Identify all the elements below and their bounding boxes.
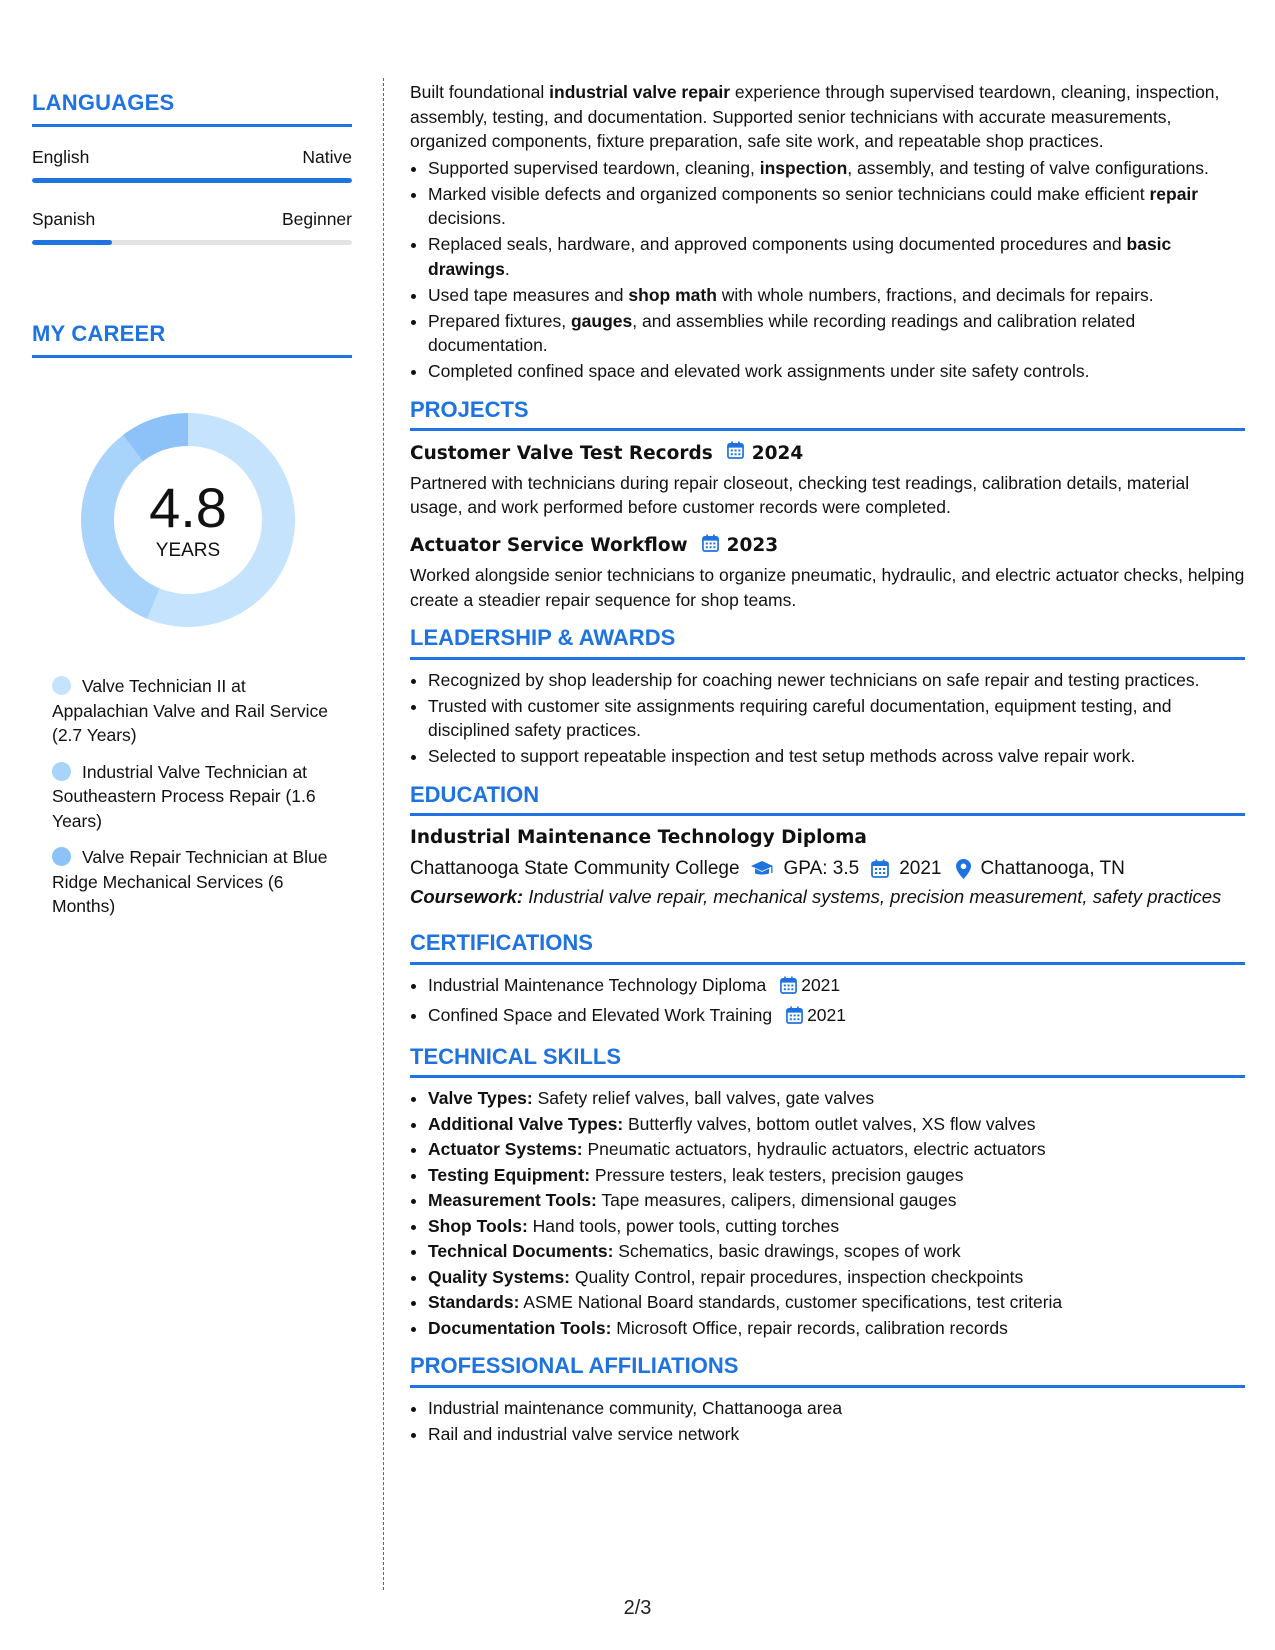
skill-item — [428, 1316, 1245, 1341]
column-divider — [383, 78, 384, 1590]
career-legend-dot — [52, 676, 71, 695]
career-item — [52, 845, 332, 919]
skill-label: Shop Tools: — [428, 1215, 528, 1236]
certification-name: Industrial Maintenance Technology Diploma — [428, 974, 767, 995]
language-item — [32, 209, 352, 245]
skill-label: Technical Documents: — [428, 1241, 614, 1261]
text-run: , and assemblies while recording readings and calibration related documentation. — [428, 310, 1136, 355]
language-proficiency-bar — [32, 240, 352, 245]
text-run: Used tape measures and — [428, 284, 629, 305]
education-heading: EDUCATION — [410, 783, 1245, 817]
page-number: 2/3 — [623, 1597, 652, 1619]
certification-year: 2021 — [801, 974, 841, 995]
skill-label: Actuator Systems: — [428, 1139, 583, 1159]
project-title: Customer Valve Test Records — [410, 442, 713, 464]
skill-item — [428, 1290, 1245, 1315]
career-total-value: 4.8 — [149, 476, 227, 539]
text-run: Completed confined space and elevated work assignments under site safety controls. — [428, 361, 1090, 381]
affiliations-heading: PROFESSIONAL AFFILIATIONS — [410, 1354, 1245, 1388]
career-donut-chart — [68, 400, 308, 640]
certification-year: 2021 — [807, 1005, 846, 1025]
skill-label: Additional Valve Types: — [428, 1113, 624, 1134]
skill-value: Hand tools, power tools, cutting torches — [527, 1215, 840, 1236]
education-location: Chattanooga, TN — [980, 857, 1125, 879]
education-gpa: GPA: 3.5 — [783, 857, 860, 879]
language-proficiency-fill — [32, 240, 112, 245]
bold-keyword: industrial valve repair — [549, 82, 731, 102]
map-pin-icon — [956, 859, 971, 879]
skill-value: Pressure testers, leak testers, precision gauges — [590, 1164, 964, 1185]
career-total-unit: YEARS — [155, 540, 221, 561]
project-year: 2023 — [726, 535, 779, 556]
languages-list — [32, 147, 352, 245]
education-year: 2021 — [899, 857, 942, 879]
text-run: Supported supervised teardown, cleaning, — [428, 157, 760, 178]
certification-name: Confined Space and Elevated Work Training — [428, 1005, 773, 1025]
skill-item — [428, 1112, 1245, 1137]
skill-value: Schematics, basic drawings, scopes of work — [613, 1241, 961, 1261]
language-level: Native — [302, 147, 352, 167]
project-title-row — [410, 534, 1245, 560]
leadership-item: • Recognized by shop leadership for coaching newer technicians on safe repair and testing practices. — [428, 668, 1245, 693]
language-row — [32, 209, 352, 230]
education-degree: Industrial Maintenance Technology Diploma — [410, 827, 867, 848]
affiliation-item: • Rail and industrial valve service network — [428, 1422, 1245, 1447]
skill-label: Valve Types: — [428, 1088, 533, 1108]
career-item — [52, 674, 332, 748]
graduation-cap-icon — [750, 860, 774, 878]
education-section — [410, 783, 1245, 910]
certification-item — [428, 1003, 1245, 1031]
certifications-heading: CERTIFICATIONS — [410, 931, 1245, 965]
language-name: English — [32, 147, 90, 167]
education-coursework — [410, 885, 1245, 909]
career-list — [52, 674, 332, 919]
skills-section — [410, 1045, 1245, 1341]
calendar-icon — [727, 441, 744, 467]
leadership-section — [410, 626, 1245, 769]
text-run: decisions. — [428, 208, 506, 228]
experience-bullets — [410, 156, 1245, 384]
skills-list — [410, 1086, 1245, 1340]
skill-item — [428, 1137, 1245, 1162]
calendar-icon — [871, 859, 889, 878]
career-item — [52, 760, 332, 834]
experience-bullet — [428, 283, 1245, 308]
skill-value: Tape measures, calipers, dimensional gauges — [596, 1190, 957, 1210]
experience-bullet — [428, 232, 1245, 281]
project-description: Partnered with technicians during repair closeout, checking test readings, calibration details, material usage, and work performed before customer records were completed. — [410, 472, 1190, 517]
language-level: Beginner — [281, 209, 352, 229]
experience-bullet — [428, 156, 1245, 181]
language-item — [32, 147, 352, 183]
skill-value: Safety relief valves, ball valves, gate valves — [532, 1088, 875, 1108]
language-row — [32, 147, 352, 168]
project-year: 2024 — [751, 442, 804, 464]
skill-item — [428, 1239, 1245, 1264]
calendar-icon — [786, 1006, 803, 1031]
leadership-item: • Trusted with customer site assignments requiring careful documentation, equipment testing, and disciplined safety practices. — [428, 694, 1245, 743]
language-proficiency-bar — [32, 178, 352, 183]
career-item-text: Valve Technician II at Appalachian Valve and Rail Service (2.7 Years) — [52, 676, 328, 745]
text-run: Built foundational — [410, 82, 550, 102]
projects-list — [410, 441, 1245, 612]
skill-item — [428, 1086, 1245, 1111]
skill-label: Quality Systems: — [428, 1266, 570, 1287]
affiliations-list — [410, 1396, 1245, 1447]
project-description: Worked alongside senior technicians to organize pneumatic, hydraulic, and electric actuator checks, helping create a steadier repair sequence for shop teams. — [410, 565, 1245, 610]
text-run: with whole numbers, fractions, and decimals for repairs. — [716, 284, 1154, 305]
skill-item — [428, 1214, 1245, 1239]
leadership-item: • Selected to support repeatable inspection and test setup methods across valve repair work. — [428, 744, 1245, 769]
career-item-text: Industrial Valve Technician at Southeastern Process Repair (1.6 Years) — [52, 761, 316, 831]
affiliations-section — [410, 1354, 1245, 1446]
skill-item — [428, 1265, 1245, 1290]
leadership-list — [410, 668, 1245, 769]
certifications-list — [410, 973, 1245, 1031]
skill-label: Documentation Tools: — [428, 1317, 612, 1338]
experience-summary — [410, 80, 1245, 154]
text-run: Marked visible defects and organized components so senior technicians could make efficient — [428, 183, 1150, 204]
bold-keyword: gauges — [570, 310, 633, 331]
skill-value: Butterfly valves, bottom outlet valves, XS flow valves — [623, 1113, 1036, 1134]
affiliation-item: • Industrial maintenance community, Chattanooga area — [428, 1396, 1245, 1421]
skill-value: ASME National Board standards, customer specifications, test criteria — [519, 1292, 1063, 1312]
career-heading: MY CAREER — [32, 321, 352, 358]
calendar-icon — [702, 534, 719, 560]
skill-label: Measurement Tools: — [428, 1190, 597, 1210]
career-legend-dot — [52, 762, 71, 781]
bold-keyword: repair — [1149, 183, 1199, 204]
text-run: experience through supervised teardown, cleaning, inspection, assembly, testing, and documentation. Supported senior technicians with accurate measurements, organized components, fixture preparation, safe site work, and repeatable shop practices. — [410, 82, 1220, 151]
project-title-row — [410, 441, 1245, 467]
sidebar — [32, 90, 352, 931]
coursework-label: Coursework: — [410, 886, 524, 907]
certifications-section — [410, 931, 1245, 1031]
certification-item — [428, 973, 1245, 1001]
projects-section — [410, 398, 1245, 613]
projects-heading: PROJECTS — [410, 398, 1245, 432]
languages-heading: LANGUAGES — [32, 90, 352, 127]
education-details — [410, 857, 1245, 882]
leadership-heading: LEADERSHIP & AWARDS — [410, 626, 1245, 660]
coursework-text: Industrial valve repair, mechanical systems, precision measurement, safety practices — [523, 886, 1222, 907]
skill-item — [428, 1163, 1245, 1188]
bold-keyword: shop math — [628, 284, 717, 305]
experience-bullet — [428, 309, 1245, 358]
language-proficiency-fill — [32, 178, 352, 183]
skill-label: Testing Equipment: — [428, 1164, 591, 1185]
career-total — [68, 400, 308, 640]
text-run: . — [504, 258, 510, 279]
education-school: Chattanooga State Community College — [410, 857, 740, 879]
skill-value: Microsoft Office, repair records, calibration records — [611, 1317, 1008, 1338]
career-item-text: Valve Repair Technician at Blue Ridge Mechanical Services (6 Months) — [52, 847, 328, 916]
text-run: Prepared fixtures, — [428, 310, 571, 331]
skill-value: Quality Control, repair procedures, inspection checkpoints — [570, 1266, 1024, 1287]
text-run: Replaced seals, hardware, and approved components using documented procedures and — [428, 234, 1127, 254]
experience-bullet — [428, 182, 1245, 231]
bold-keyword: inspection — [759, 157, 848, 178]
text-run: , assembly, and testing of valve configurations. — [847, 157, 1209, 178]
skill-label: Standards: — [428, 1292, 520, 1312]
skill-item — [428, 1188, 1245, 1213]
language-name: Spanish — [32, 209, 96, 229]
bold-keyword: basic drawings — [428, 234, 1172, 279]
skills-heading: TECHNICAL SKILLS — [410, 1045, 1245, 1079]
career-legend-dot — [52, 847, 71, 866]
project-title: Actuator Service Workflow — [410, 535, 688, 556]
skill-value: Pneumatic actuators, hydraulic actuators, electric actuators — [582, 1139, 1046, 1159]
experience-bullet — [428, 359, 1245, 384]
calendar-icon — [780, 976, 797, 1001]
main-content — [410, 80, 1245, 1448]
